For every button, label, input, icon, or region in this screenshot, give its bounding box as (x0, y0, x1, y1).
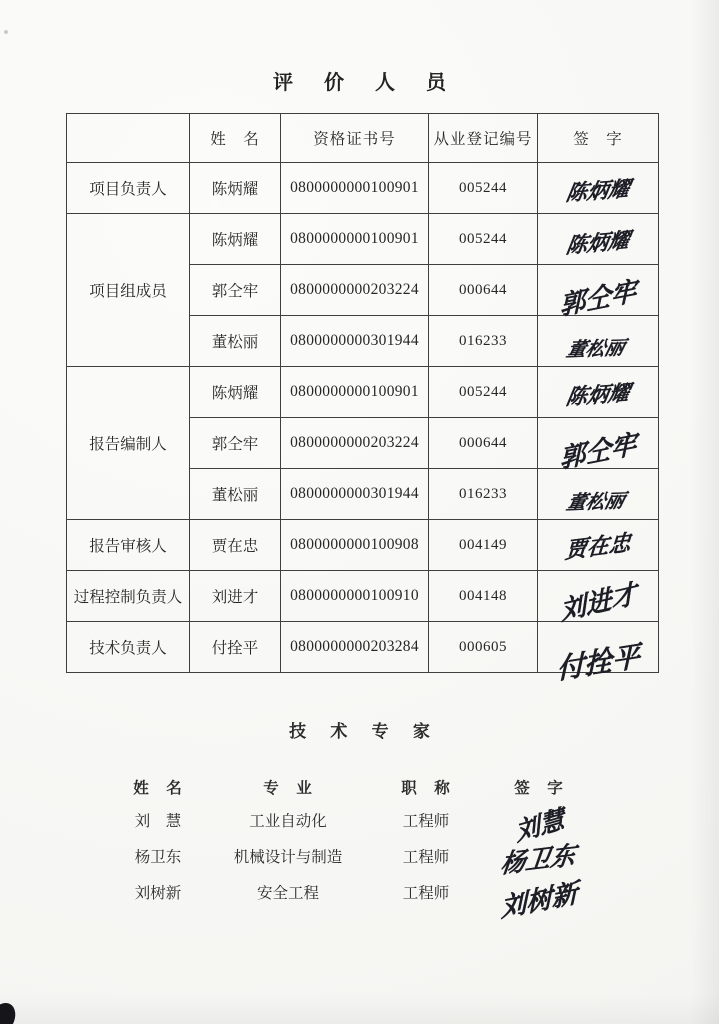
scan-smudge-artifact (0, 998, 21, 1024)
signature-handwriting: 陈炳耀 (563, 379, 632, 410)
certificate-cell: 0800000000100910 (281, 571, 429, 622)
table-header-row (67, 114, 659, 163)
signature-handwriting: 刘树新 (500, 877, 578, 924)
experts-list (112, 772, 598, 924)
expert-major: 安全工程 (256, 885, 319, 902)
registration-cell: 000605 (429, 622, 538, 673)
role-cell: 过程控制负责人 (67, 571, 190, 622)
table-row (67, 520, 659, 571)
expert-signature-cell (480, 802, 598, 847)
page-title: 评 价 人 员 (273, 72, 459, 94)
registration-cell: 016233 (429, 316, 538, 367)
table-row (67, 214, 659, 265)
expert-signature-cell (480, 874, 598, 924)
role-cell: 项目组成员 (67, 214, 190, 367)
registration-cell: 004148 (429, 571, 538, 622)
registration-cell: 000644 (429, 265, 538, 316)
certificate-cell: 0800000000100901 (281, 163, 429, 214)
registration-cell: 005244 (429, 163, 538, 214)
certificate-cell: 0800000000301944 (281, 316, 429, 367)
expert-name: 杨卫东 (134, 849, 182, 866)
expert-title: 工程师 (402, 813, 450, 830)
certificate-cell: 0800000000100901 (281, 367, 429, 418)
scan-speck-artifact (4, 30, 8, 34)
expert-name: 刘树新 (134, 885, 182, 902)
header-signature: 签 字 (538, 114, 659, 163)
evaluators-table (66, 113, 659, 686)
expert-title: 工程师 (402, 849, 450, 866)
signature-handwriting: 陈炳耀 (563, 175, 632, 206)
signature-cell (538, 520, 659, 571)
experts-header-signature: 签 字 (514, 780, 564, 797)
signature-cell (538, 265, 659, 322)
role-cell: 项目负责人 (67, 163, 190, 214)
name-cell: 董松丽 (190, 469, 281, 520)
registration-cell: 005244 (429, 214, 538, 265)
registration-cell: 016233 (429, 469, 538, 520)
name-cell: 陈炳耀 (190, 214, 281, 265)
role-cell: 报告编制人 (67, 367, 190, 520)
certificate-cell: 0800000000100908 (281, 520, 429, 571)
experts-header-name: 姓 名 (133, 780, 183, 797)
expert-name: 刘 慧 (134, 813, 182, 830)
table-row (67, 163, 659, 214)
signature-cell (538, 418, 659, 475)
table-row (67, 571, 659, 622)
expert-signature-cell (480, 838, 598, 879)
signature-handwriting: 贾在忠 (563, 529, 632, 564)
experts-header-title: 职 称 (401, 780, 451, 797)
certificate-cell: 0800000000301944 (281, 469, 429, 520)
signature-cell (538, 571, 659, 627)
signature-cell (538, 469, 659, 520)
signature-cell (538, 622, 659, 686)
signature-handwriting: 杨卫东 (499, 840, 578, 879)
expert-major: 机械设计与制造 (233, 849, 343, 866)
name-cell: 郭仝牢 (190, 418, 281, 469)
signature-handwriting: 付拴平 (556, 639, 641, 686)
signature-handwriting: 陈炳耀 (564, 227, 631, 259)
role-cell: 技术负责人 (67, 622, 190, 673)
signature-cell (538, 367, 659, 418)
table-row (67, 367, 659, 418)
signature-handwriting: 郭仝牢 (559, 428, 637, 475)
signature-cell (538, 163, 659, 214)
registration-cell: 004149 (429, 520, 538, 571)
name-cell: 陈炳耀 (190, 163, 281, 214)
header-certificate-number: 资格证书号 (281, 114, 429, 163)
expert-major: 工业自动化 (249, 813, 327, 830)
signature-handwriting: 郭仝牢 (559, 275, 637, 322)
name-cell: 郭仝牢 (190, 265, 281, 316)
registration-cell: 000644 (429, 418, 538, 469)
certificate-cell: 0800000000203224 (281, 418, 429, 469)
expert-title: 工程师 (402, 885, 450, 902)
signature-cell (538, 316, 659, 367)
role-cell: 报告审核人 (67, 520, 190, 571)
signature-handwriting: 刘慧 (513, 804, 566, 847)
name-cell: 刘进才 (190, 571, 281, 622)
name-cell: 贾在忠 (190, 520, 281, 571)
signature-handwriting: 董松丽 (564, 336, 628, 361)
registration-cell: 005244 (429, 367, 538, 418)
header-registration-number: 从业登记编号 (429, 114, 538, 163)
certificate-cell: 0800000000100901 (281, 214, 429, 265)
name-cell: 董松丽 (190, 316, 281, 367)
name-cell: 陈炳耀 (190, 367, 281, 418)
name-cell: 付拴平 (190, 622, 281, 673)
signature-handwriting: 刘进才 (559, 578, 638, 627)
header-role (67, 114, 190, 163)
header-name: 姓 名 (190, 114, 281, 163)
certificate-cell: 0800000000203224 (281, 265, 429, 316)
experts-section-title: 技 术 专 家 (289, 722, 440, 741)
signature-cell (538, 214, 659, 265)
experts-header-major: 专 业 (263, 780, 313, 797)
certificate-cell: 0800000000203284 (281, 622, 429, 673)
signature-handwriting: 董松丽 (564, 489, 628, 514)
table-row (67, 622, 659, 673)
